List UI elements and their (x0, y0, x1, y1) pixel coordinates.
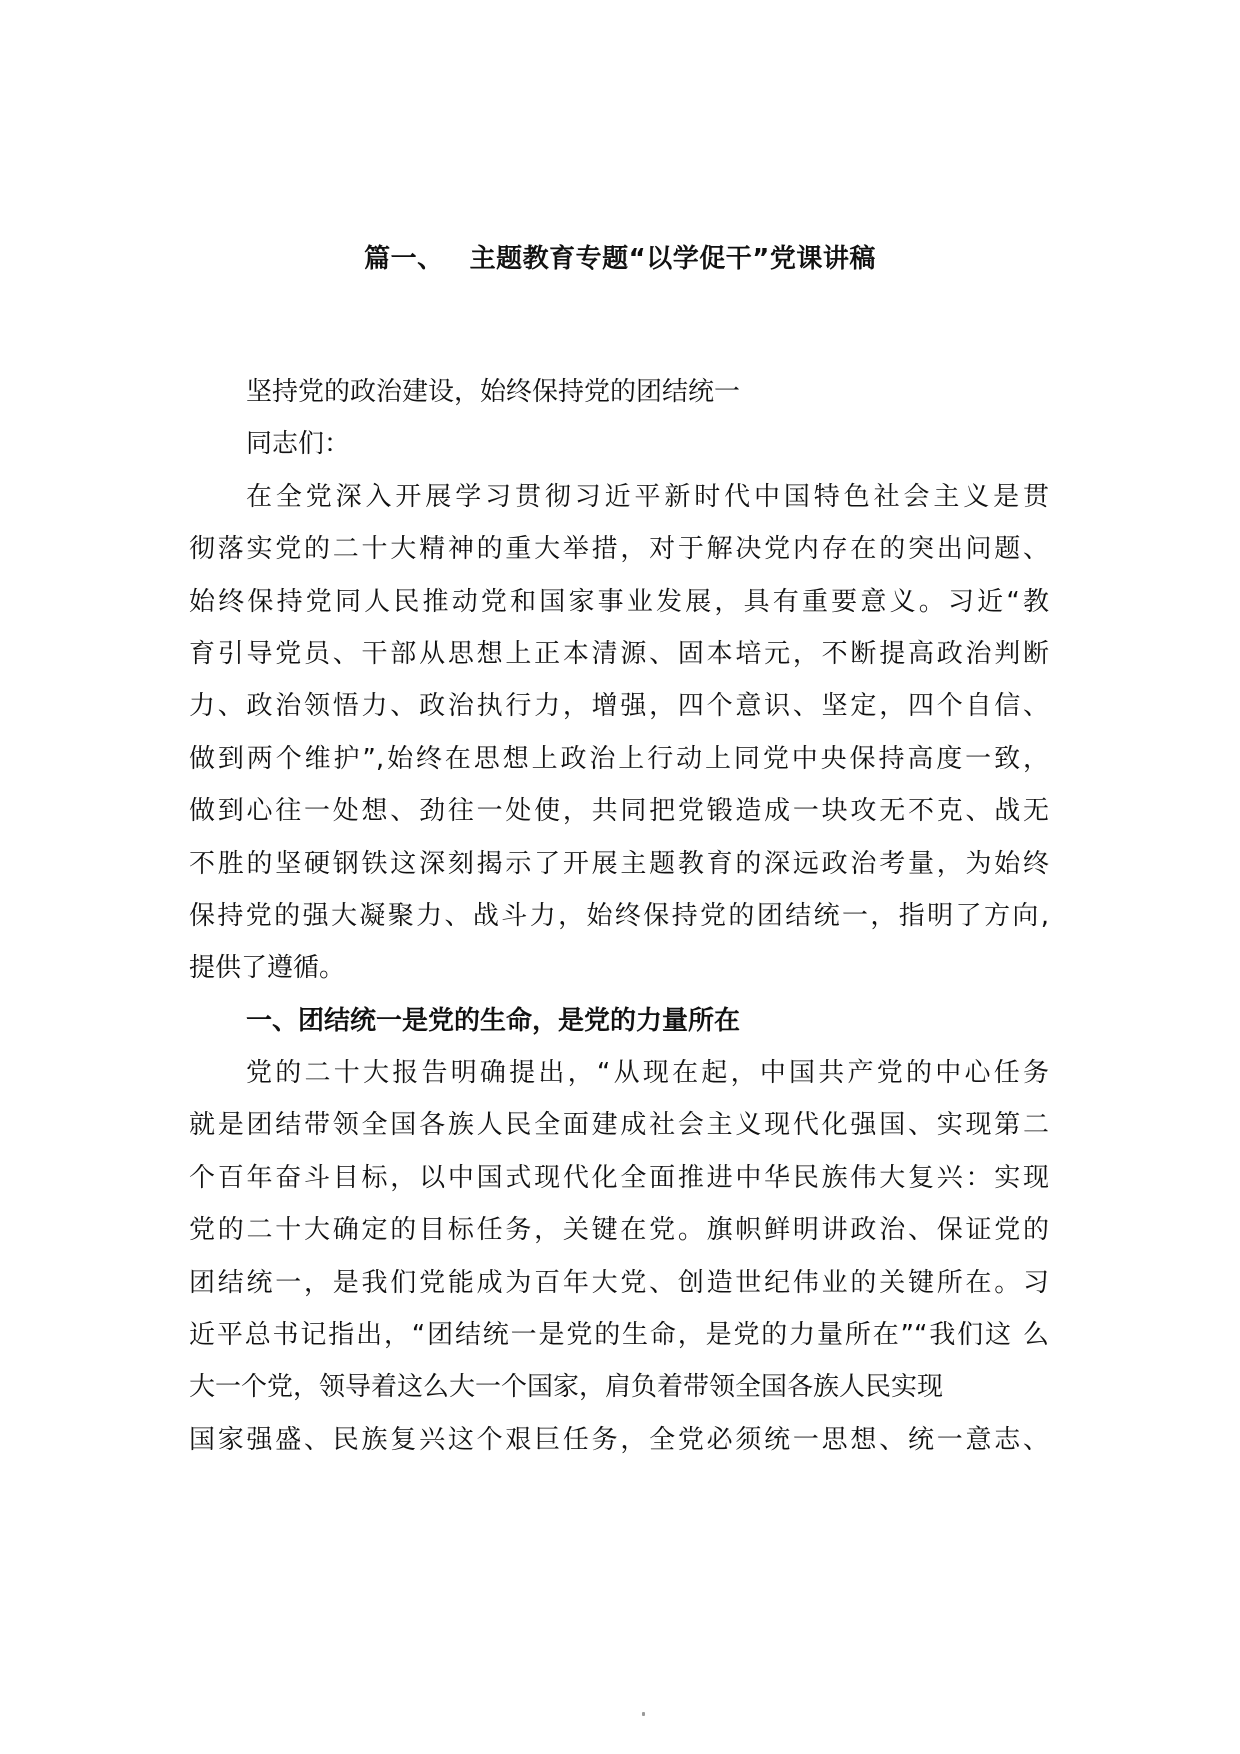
paragraph-1-line: 不胜的坚硬钢铁这深刻揭示了开展主题教育的深远政治考量，为始终 (189, 848, 1049, 879)
paragraph-2-line: 大一个党，领导着这么大一个国家，肩负着带领全国各族人民实现 (189, 1372, 944, 1403)
paragraph-2-line: 党的二十大确定的目标任务，关键在党。旗帜鲜明讲政治、保证党的 (189, 1215, 1049, 1246)
paragraph-1-line: 做到心往一处想、劲往一处使，共同把党锻造成一块攻无不克、战无 (189, 796, 1049, 827)
paragraph-2-line: 国家强盛、民族复兴这个艰巨任务，全党必须统一思想、统一意志、 (189, 1424, 1049, 1455)
paragraph-1-line: 在全党深入开展学习贯彻习近平新时代中国特色社会主义是贯 (246, 481, 1049, 512)
section-1-heading: 一、团结统一是党的生命，是党的力量所在 (246, 1005, 741, 1036)
title-main: 主题教育专题“以学促干”党课讲稿 (469, 244, 876, 274)
title-prefix: 篇一、 (364, 244, 444, 274)
paragraph-1-line: 做到两个维护”,始终在思想上政治上行动上同党中央保持高度一致， (189, 743, 1049, 774)
paragraph-1-line: 育引导党员、干部从思想上正本清源、固本培元，不断提高政治判断 (189, 638, 1049, 669)
paragraph-2-line: 个百年奋斗目标，以中国式现代化全面推进中华民族伟大复兴：实现 (189, 1162, 1049, 1193)
paragraph-1-line: 始终保持党同人民推动党和国家事业发展，具有重要意义。习近“教 (189, 586, 1049, 617)
paragraph-2-line: 近平总书记指出，“团结统一是党的生命，是党的力量所在”“我们这 么 (189, 1320, 1049, 1351)
paragraph-1-line: 力、政治领悟力、政治执行力，增强，四个意识、坚定，四个自信、 (189, 691, 1049, 722)
paragraph-2-line: 就是团结带领全国各族人民全面建成社会主义现代化强国、实现第二 (189, 1110, 1049, 1141)
document-title (0, 238, 1240, 275)
page-footer-mark (642, 1712, 645, 1716)
salutation: 同志们： (246, 429, 351, 460)
document-body (189, 366, 1049, 1466)
paragraph-1-line: 彻落实党的二十大精神的重大举措，对于解决党内存在的突出问题、 (189, 534, 1049, 565)
paragraph-2-line: 党的二十大报告明确提出，“从现在起，中国共产党的中心任务 (246, 1058, 1049, 1089)
paragraph-1-line: 提供了遵循。 (189, 953, 346, 984)
paragraph-1-line: 保持党的强大凝聚力、战斗力，始终保持党的团结统一，指明了方向, (189, 900, 1049, 931)
subtitle: 坚持党的政治建设，始终保持党的团结统一 (246, 377, 741, 407)
paragraph-2-line: 团结统一，是我们党能成为百年大党、创造世纪伟业的关键所在。习 (189, 1267, 1049, 1298)
